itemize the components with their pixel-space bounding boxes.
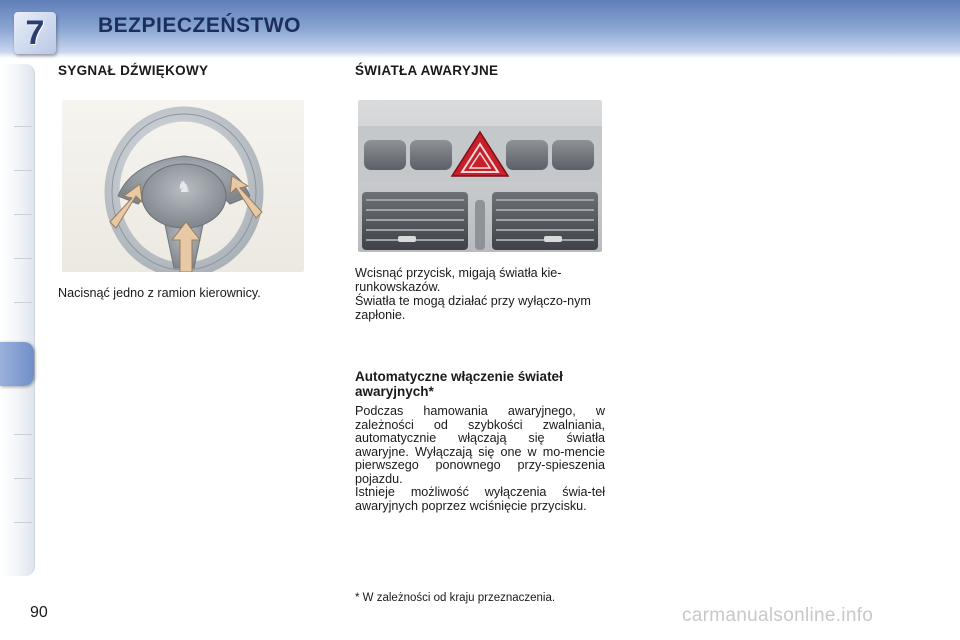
tab-divider (14, 258, 32, 259)
footnote: * W zależności od kraju przeznaczenia. (355, 592, 556, 604)
tab-divider (14, 478, 32, 479)
svg-text:♞: ♞ (176, 177, 192, 196)
page-number: 90 (30, 604, 48, 621)
tab-divider (14, 126, 32, 127)
steering-wheel-icon (62, 100, 304, 272)
horn-section-title: SYGNAŁ DŹWIĘKOWY (58, 63, 209, 78)
watermark: carmanualsonline.info (682, 605, 874, 626)
steering-wheel-figure (62, 100, 304, 272)
tab-divider (14, 522, 32, 523)
chapter-tab (14, 12, 56, 54)
horn-instruction: Nacisnąć jedno z ramion kierownicy. (58, 286, 261, 300)
hazard-dashboard-figure (358, 100, 602, 252)
hazard-ignition-note: Światła te mogą działać przy wyłączo-nym zapłonie. (355, 294, 591, 322)
auto-hazard-description: Podczas hamowania awaryjnego, w zależności od szybkości zwalniania, automatycznie włączają się światła awaryjne. Wyłączają się one w mo-mencie pierwszego ponownego przy-spieszenia pojazdu. (355, 404, 605, 486)
hazard-instruction: Wcisnąć przycisk, migają światła kie-runkowskazów. (355, 266, 562, 294)
chapter-number: 7 (25, 13, 45, 52)
auto-hazard-heading: Automatyczne włączenie świateł awaryjnych* (355, 369, 563, 399)
hazard-section-title: ŚWIATŁA AWARYJNE (355, 63, 499, 78)
tab-divider (14, 434, 32, 435)
tab-divider (14, 170, 32, 171)
active-chapter-tab[interactable] (0, 342, 34, 386)
page-title: BEZPIECZEŃSTWO (98, 14, 302, 37)
tab-divider (14, 302, 32, 303)
tab-divider (14, 214, 32, 215)
chapter-tab-rail (0, 64, 35, 576)
hazard-button-icon (358, 100, 602, 252)
auto-hazard-disable-note: Istnieje możliwość wyłączenia świa-teł awaryjnych poprzez wciśnięcie przycisku. (355, 485, 605, 513)
